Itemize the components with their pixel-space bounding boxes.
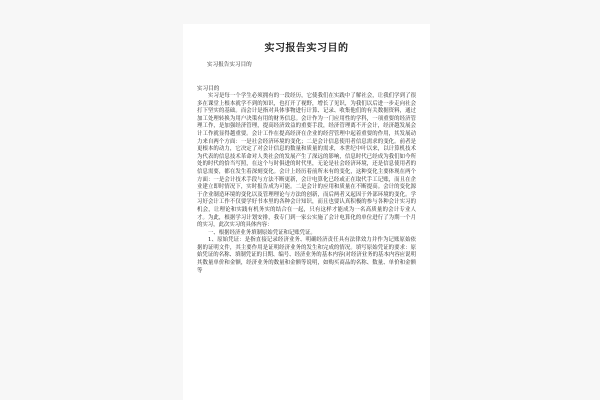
document-title: 实习报告实习目的 <box>264 43 349 54</box>
body-paragraph: 实习是每一个学生必须拥有的一段经历，它使我们在实践中了解社会，让我们学到了很多在课堂上根本就学不到的知识，也打开了视野，增长了见识，为我们以后进一步走向社会打下坚实的基础。而会计是指对具体事物进行计算、记录、收集他们的有关数据资料，通过加工处理转换为用户决策有用的财务信息。会计作为一门应用性的学科，一项重要的经济管理工作，是加强经济管理，提高经济效益的重要手段，经济管理离不开会计，经济越发展会计工作就显得越重要。会计工作在提高经济在企业的经营管理中起着重要的作用，其发展动力来自两个方面：一是社会经济环境的变化；二是会计信息使用者信息需求的变化。前者是更根本的动力，它决定了对会计信息的数量和质量的需求，本世纪中叶以来，以计算机技术为代表的信息技术革命对人类社会的发展产生了深远的影响，信息时代已经成为我们如今所处的时代的恰当写照，在这个与时俱进的时代里，无论是社会经济环境，还是信息使用者的信息需要，都在发生着深刻变化。会计上经历着前所未有的变化，这种变化主要体现在两个方面：一是会计技术手段与方法不断更新，会计电算化已经或正在取代手工记账，而且在企业建立即时情况下，实时报告成为可能。二是会计的应用和质量在不断提高。会计的变化源于企业制造环境的变化以及管理理论与方法的创新，而后两者又起因于外部环境的变化。学习好会计工作不仅要学好书本里的各种会计知识，而且也要认真积极的参与各种会计实习的机会，让理论和实践有机务实的结合在一起，只有这样才能成为一名高质量的会计专业人才。为此，根据学习计划安排，我专门到一家公实施了会计电算化的单位进行了为期一个月的实习，此次实习的具体内容： <box>197 93 416 229</box>
section-heading: 实习目的 <box>197 86 220 92</box>
document-subtitle: 实习报告实习目的 <box>207 62 252 68</box>
document-page <box>183 24 430 400</box>
list-item: 1、原始凭证：是指直接记录经济业务、明确经济责任具有法律效力并作为记账原始依据的证明文件，其主要作用是证明经济业务的发生和完成的情况。填写原始凭证的要求：原始凭证的名称、填制凭证的日期、编号、经济业务的基本内容(对经济业务的基本内容应说明其数量单价和金额，经济业务的数量和金额等说明，如购买商品的名称、数量、单价和金额等 <box>197 237 416 274</box>
list-heading: 一、根据经济业务填制原始凭证和记账凭证。 <box>208 229 316 236</box>
